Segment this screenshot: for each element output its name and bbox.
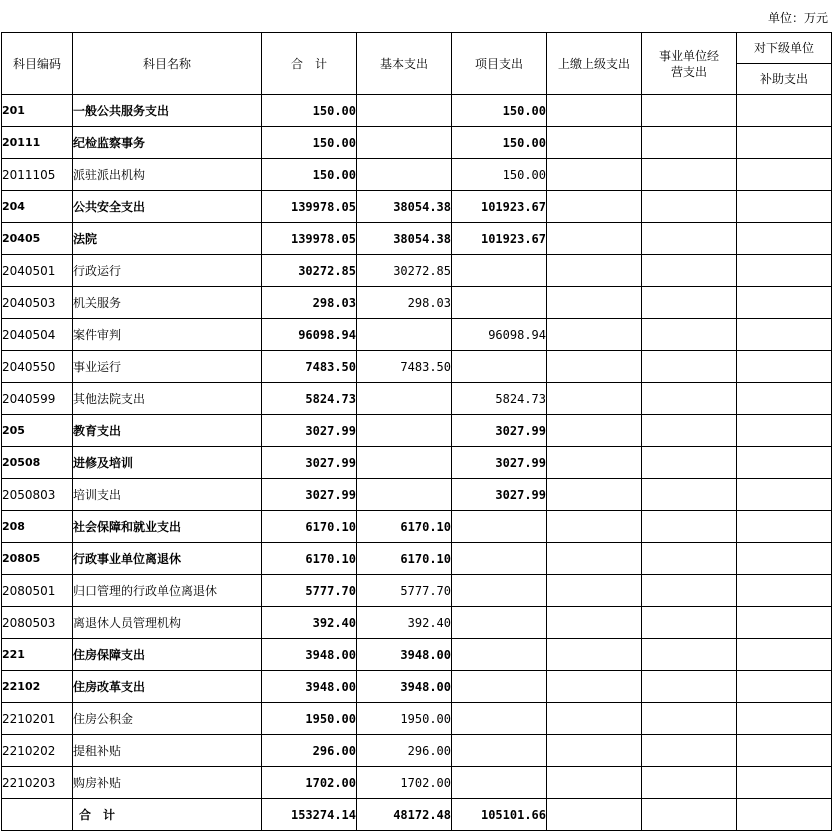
table-row [2,607,832,639]
row-lower [737,191,832,223]
table-row [2,191,832,223]
row-project: 150.00 [452,127,547,159]
row-basic: 30272.85 [357,255,452,287]
row-upper [547,447,642,479]
row-name: 行政运行 [73,255,262,287]
row-project: 101923.67 [452,191,547,223]
row-business [642,767,737,799]
row-upper [547,415,642,447]
row-name: 进修及培训 [73,447,262,479]
table-row [2,255,832,287]
row-lower [737,223,832,255]
row-basic [357,319,452,351]
row-code: 2040550 [2,351,73,383]
row-business [642,639,737,671]
row-code: 2080501 [2,575,73,607]
row-upper [547,319,642,351]
table-row [2,351,832,383]
table-row [2,95,832,127]
row-project [452,575,547,607]
table-row [2,447,832,479]
row-project [452,671,547,703]
table-row [2,127,832,159]
row-basic: 7483.50 [357,351,452,383]
row-upper [547,127,642,159]
row-basic: 392.40 [357,607,452,639]
row-business [642,383,737,415]
total-sum: 153274.14 [262,799,357,831]
table-row [2,511,832,543]
row-name: 提租补贴 [73,735,262,767]
row-upper [547,287,642,319]
row-name: 案件审判 [73,319,262,351]
row-basic: 298.03 [357,287,452,319]
row-name: 住房公积金 [73,703,262,735]
row-lower [737,479,832,511]
row-project [452,767,547,799]
row-business [642,95,737,127]
row-lower [737,639,832,671]
row-code: 2080503 [2,607,73,639]
row-business [642,319,737,351]
row-project [452,543,547,575]
row-total: 298.03 [262,287,357,319]
row-business [642,511,737,543]
row-business [642,447,737,479]
row-name: 事业运行 [73,351,262,383]
row-project: 3027.99 [452,415,547,447]
total-lower [737,799,832,831]
row-total: 139978.05 [262,191,357,223]
row-name: 离退休人员管理机构 [73,607,262,639]
row-basic: 296.00 [357,735,452,767]
row-lower [737,415,832,447]
row-basic [357,159,452,191]
row-name: 其他法院支出 [73,383,262,415]
row-lower [737,127,832,159]
row-upper [547,607,642,639]
row-code: 2210203 [2,767,73,799]
row-name: 社会保障和就业支出 [73,511,262,543]
row-name: 机关服务 [73,287,262,319]
header-project: 项目支出 [452,33,547,95]
row-project [452,255,547,287]
row-lower [737,319,832,351]
header-lower-bottom: 补助支出 [737,64,832,95]
row-business [642,671,737,703]
row-business [642,703,737,735]
row-business [642,127,737,159]
row-code: 205 [2,415,73,447]
row-code: 2210201 [2,703,73,735]
row-lower [737,287,832,319]
row-upper [547,703,642,735]
row-total: 5824.73 [262,383,357,415]
row-total: 30272.85 [262,255,357,287]
table-row [2,671,832,703]
row-total: 6170.10 [262,511,357,543]
row-business [642,543,737,575]
row-lower [737,735,832,767]
row-basic [357,95,452,127]
row-project [452,607,547,639]
row-project [452,351,547,383]
row-upper [547,351,642,383]
row-code: 2040501 [2,255,73,287]
row-name: 教育支出 [73,415,262,447]
row-basic: 3948.00 [357,671,452,703]
row-basic [357,415,452,447]
row-code: 2040504 [2,319,73,351]
row-total: 150.00 [262,95,357,127]
row-project [452,703,547,735]
table-row [2,415,832,447]
row-upper [547,639,642,671]
row-total: 150.00 [262,127,357,159]
row-basic: 6170.10 [357,543,452,575]
row-code: 201 [2,95,73,127]
row-total: 150.00 [262,159,357,191]
row-lower [737,703,832,735]
row-project: 150.00 [452,95,547,127]
row-project: 5824.73 [452,383,547,415]
row-basic: 6170.10 [357,511,452,543]
row-lower [737,607,832,639]
table-row [2,159,832,191]
row-basic [357,447,452,479]
row-project [452,735,547,767]
row-basic [357,383,452,415]
total-label: 合 计 [73,799,262,831]
row-basic: 38054.38 [357,223,452,255]
row-business [642,159,737,191]
row-total: 296.00 [262,735,357,767]
row-business [642,479,737,511]
row-business [642,191,737,223]
row-name: 培训支出 [73,479,262,511]
row-upper [547,191,642,223]
row-lower [737,575,832,607]
table-row [2,319,832,351]
row-total: 392.40 [262,607,357,639]
row-basic [357,479,452,511]
row-code: 2050803 [2,479,73,511]
row-basic: 38054.38 [357,191,452,223]
row-code: 20805 [2,543,73,575]
row-upper [547,735,642,767]
total-code [2,799,73,831]
row-lower [737,159,832,191]
row-business [642,255,737,287]
total-upper [547,799,642,831]
row-name: 住房保障支出 [73,639,262,671]
row-business [642,607,737,639]
row-code: 221 [2,639,73,671]
row-lower [737,767,832,799]
row-total: 3027.99 [262,479,357,511]
row-total: 5777.70 [262,575,357,607]
row-total: 3948.00 [262,639,357,671]
row-lower [737,255,832,287]
table-body [2,95,832,831]
table-row [2,223,832,255]
row-project [452,287,547,319]
header-code: 科目编码 [2,33,73,95]
row-project [452,511,547,543]
expenditure-table [1,32,832,831]
row-name: 纪检监察事务 [73,127,262,159]
row-lower [737,671,832,703]
total-basic: 48172.48 [357,799,452,831]
row-basic [357,127,452,159]
row-project: 101923.67 [452,223,547,255]
total-row [2,799,832,831]
row-code: 2040599 [2,383,73,415]
row-project: 3027.99 [452,479,547,511]
row-upper [547,255,642,287]
row-code: 2011105 [2,159,73,191]
row-upper [547,767,642,799]
row-total: 1950.00 [262,703,357,735]
row-code: 20508 [2,447,73,479]
row-upper [547,511,642,543]
row-project: 96098.94 [452,319,547,351]
table-row [2,767,832,799]
row-name: 住房改革支出 [73,671,262,703]
row-lower [737,447,832,479]
row-lower [737,543,832,575]
total-business [642,799,737,831]
header-name: 科目名称 [73,33,262,95]
row-business [642,351,737,383]
unit-label: 单位：万元 [767,11,828,25]
row-project [452,639,547,671]
row-code: 22102 [2,671,73,703]
row-name: 公共安全支出 [73,191,262,223]
row-total: 96098.94 [262,319,357,351]
row-code: 208 [2,511,73,543]
row-upper [547,159,642,191]
total-project: 105101.66 [452,799,547,831]
row-upper [547,479,642,511]
header-lower-top: 对下级单位 [737,33,832,64]
row-basic: 1702.00 [357,767,452,799]
row-upper [547,671,642,703]
row-total: 139978.05 [262,223,357,255]
row-upper [547,95,642,127]
row-total: 3027.99 [262,415,357,447]
table-row [2,575,832,607]
row-basic: 1950.00 [357,703,452,735]
row-lower [737,95,832,127]
row-lower [737,511,832,543]
row-name: 行政事业单位离退休 [73,543,262,575]
row-lower [737,383,832,415]
row-name: 购房补贴 [73,767,262,799]
table-row [2,639,832,671]
row-basic: 3948.00 [357,639,452,671]
table-row [2,287,832,319]
row-name: 法院 [73,223,262,255]
row-business [642,415,737,447]
row-business [642,223,737,255]
header-basic: 基本支出 [357,33,452,95]
row-business [642,287,737,319]
row-name: 归口管理的行政单位离退休 [73,575,262,607]
row-total: 3027.99 [262,447,357,479]
row-basic: 5777.70 [357,575,452,607]
row-name: 一般公共服务支出 [73,95,262,127]
row-code: 20405 [2,223,73,255]
row-code: 204 [2,191,73,223]
table-row [2,543,832,575]
row-upper [547,543,642,575]
row-project: 3027.99 [452,447,547,479]
row-code: 20111 [2,127,73,159]
row-upper [547,575,642,607]
row-upper [547,223,642,255]
row-code: 2210202 [2,735,73,767]
header-total: 合 计 [262,33,357,95]
row-lower [737,351,832,383]
header-business: 事业单位经营支出 [642,33,737,95]
row-project: 150.00 [452,159,547,191]
row-total: 3948.00 [262,671,357,703]
table-row [2,703,832,735]
table-row [2,383,832,415]
table-row [2,479,832,511]
row-code: 2040503 [2,287,73,319]
row-business [642,735,737,767]
row-upper [547,383,642,415]
row-total: 1702.00 [262,767,357,799]
table-row [2,735,832,767]
row-total: 7483.50 [262,351,357,383]
row-business [642,575,737,607]
row-total: 6170.10 [262,543,357,575]
row-name: 派驻派出机构 [73,159,262,191]
header-upper: 上缴上级支出 [547,33,642,95]
